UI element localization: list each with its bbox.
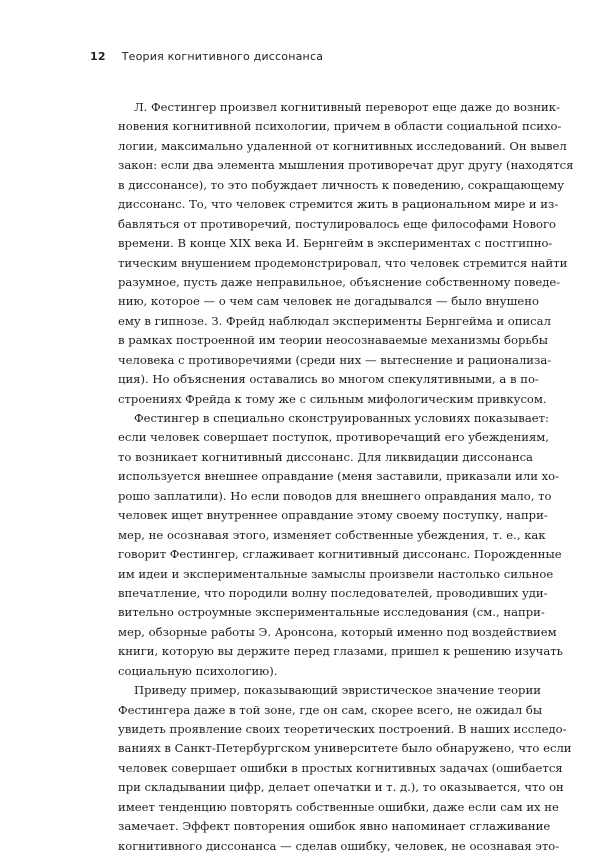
text-line: разумное, пусть даже неправильное, объяснение собственному поведе-	[118, 274, 561, 289]
text-line: мер, не осознавая этого, изменяет собственные убеждения, т. е., как	[118, 527, 546, 542]
paragraph-1	[118, 98, 574, 409]
text-line: имеет тенденцию повторять собственные ошибки, даже если сам их не	[118, 799, 559, 814]
text-line: рошо заплатили). Но если поводов для внешнего оправдания мало, то	[118, 488, 552, 503]
text-line: диссонанс. То, что человек стремится жить в рациональном мире и из-	[118, 197, 559, 212]
text-line: закон: если два элемента мышления противоречат друг другу (находятся	[118, 158, 574, 173]
text-line: увидеть проявление своих теоретических построений. В наших исследо-	[118, 722, 567, 736]
text-line: человека с противоречиями (среди них — вытеснение и рационализа-	[118, 352, 552, 367]
text-line: Фестингер в специально сконструированных условиях показывает:	[134, 411, 549, 425]
text-line: Л. Фестингер произвел когнитивный переворот еще даже до возник-	[134, 100, 560, 114]
text-line: замечает. Эффект повторения ошибок явно напоминает сглаживание	[118, 819, 551, 834]
text-line: Фестингера даже в той зоне, где он сам, скорее всего, не ожидал бы	[118, 702, 543, 717]
text-line: им идеи и экспериментальные замыслы произвели настолько сильное	[118, 566, 554, 581]
text-line: используется внешнее оправдание (меня заставили, приказали или хо-	[118, 469, 560, 484]
text-line: человек ищет внутреннее оправдание этому своему поступку, напри-	[118, 508, 548, 523]
text-line: когнитивного диссонанса — сделав ошибку, человек, не осознавая это-	[118, 838, 560, 853]
text-line: социальную психологию).	[118, 663, 278, 678]
text-line: если человек совершает поступок, противоречащий его убеждениям,	[118, 430, 549, 445]
text-line: говорит Фестингер, сглаживает когнитивный диссонанс. Порожденные	[118, 547, 562, 562]
text-line: строениях Фрейда к тому же с сильным мифологическим привкусом.	[118, 391, 547, 406]
text-line: при складывании цифр, делает опечатки и т. д.), то оказывается, что он	[118, 780, 564, 795]
text-line: человек совершает ошибки в простых когнитивных задачах (ошибается	[118, 760, 563, 775]
text-line: ему в гипнозе. З. Фрейд наблюдал эксперименты Бернгейма и описал	[118, 313, 551, 328]
text-line: ваниях в Санкт-Петербургском университете было обнаружено, что если	[118, 741, 572, 756]
text-line: бавляться от противоречий, постулировалось еще философами Нового	[118, 216, 557, 231]
paragraph-3	[118, 681, 572, 856]
page-number: 12	[90, 50, 106, 63]
text-line: то возникает когнитивный диссонанс. Для ликвидации диссонанса	[118, 449, 533, 464]
text-line: новения когнитивной психологии, причем в области социальной психо-	[118, 119, 562, 134]
text-line: Приведу пример, показывающий эвристическое значение теории	[134, 683, 541, 698]
text-line: нию, которое — о чем сам человек не догадывался — было внушено	[118, 294, 539, 309]
text-line: логии, максимально удаленной от когнитивных исследований. Он вывел	[118, 138, 567, 153]
text-line: в рамках построенной им теории неосознаваемые механизмы борьбы	[118, 333, 548, 348]
body-text	[118, 98, 574, 856]
text-line: вительно остроумные экспериментальные исследования (см., напри-	[118, 605, 545, 620]
text-line: ция). Но объяснения оставались во многом спекулятивными, а в по-	[118, 372, 539, 387]
paragraph-2	[118, 409, 563, 681]
text-line: мер, обзорные работы Э. Аронсона, который именно под воздействием	[118, 624, 557, 639]
running-head	[90, 50, 323, 63]
text-line: впечатление, что породили волну последователей, проводивших уди-	[118, 585, 548, 600]
text-line: времени. В конце XIX века И. Бернгейм в экспериментах с постгипно-	[118, 236, 553, 251]
text-line: тическим внушением продемонстрировал, что человек стремится найти	[118, 255, 568, 270]
running-title: Теория когнитивного диссонанса	[121, 50, 324, 63]
text-line: в диссонансе), то это побуждает личность к поведению, сокращающему	[118, 177, 565, 192]
text-line: книги, которую вы держите перед глазами, пришел к решению изучать	[118, 644, 563, 659]
